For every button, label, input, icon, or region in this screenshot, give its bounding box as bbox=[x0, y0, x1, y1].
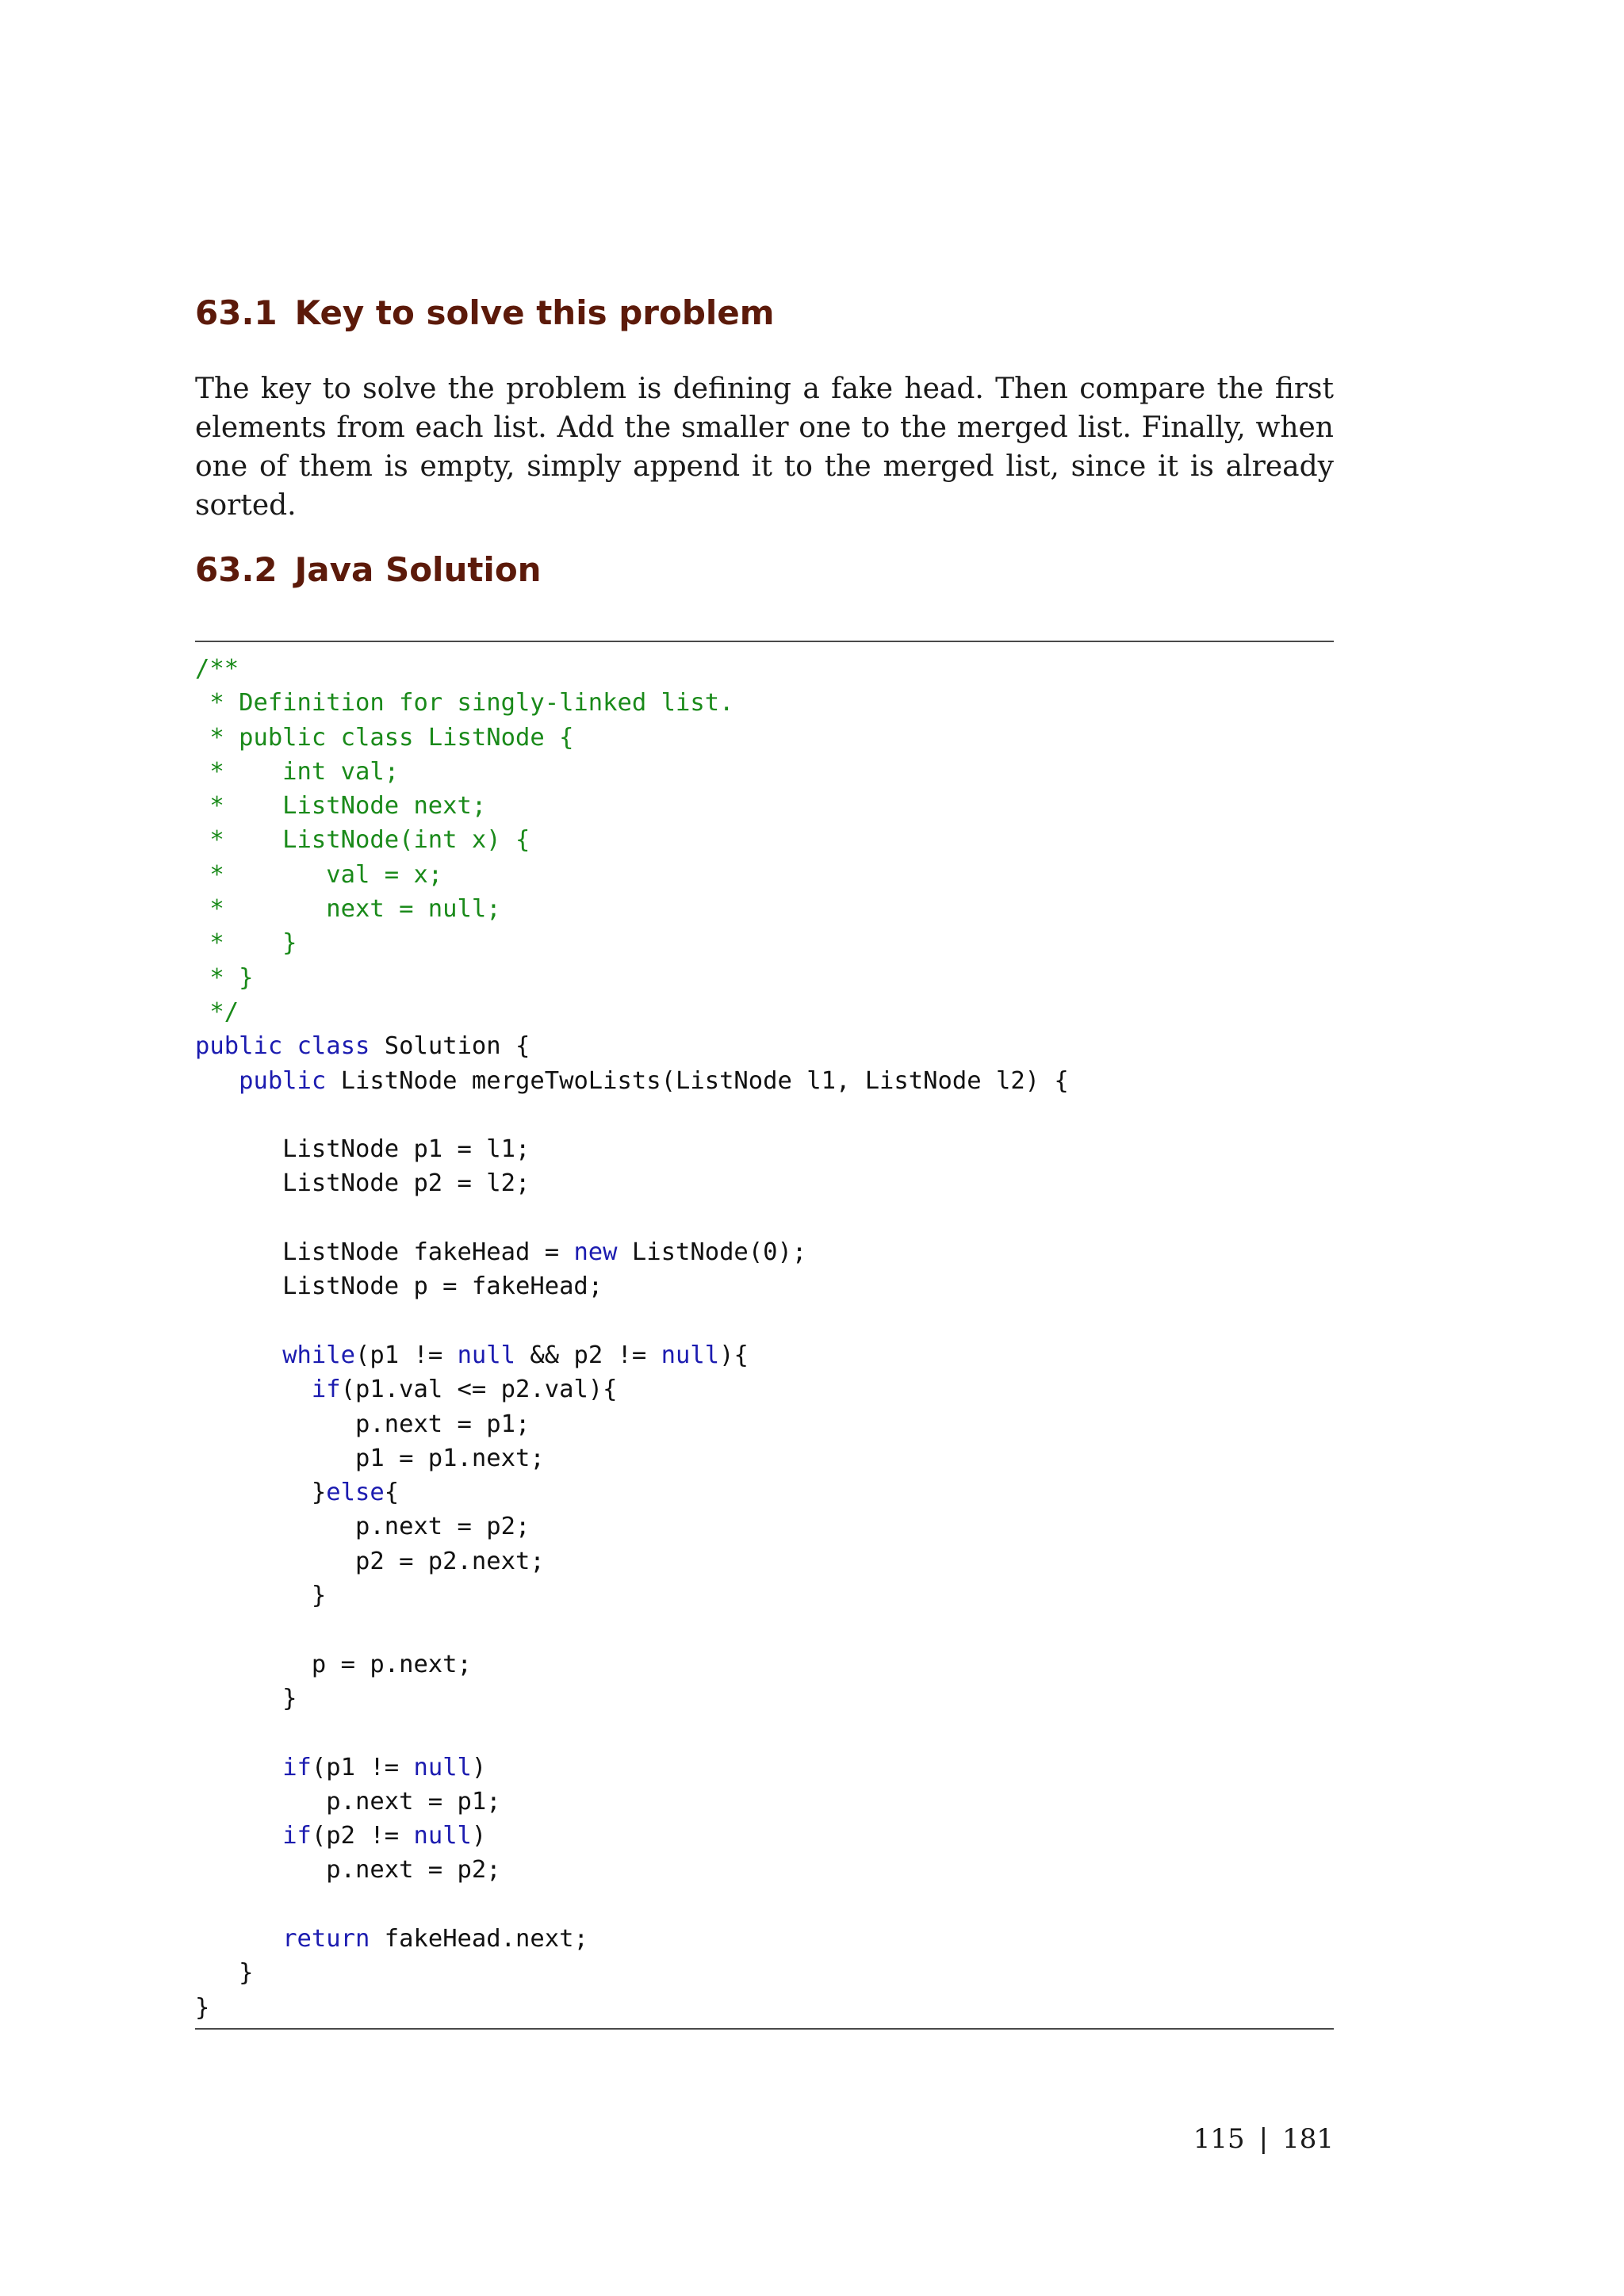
code-line bbox=[195, 1169, 530, 1197]
code-listing bbox=[195, 652, 1069, 2025]
page-number-footer bbox=[1193, 2123, 1334, 2155]
code-text: p = p.next; bbox=[195, 1650, 472, 1678]
code-line bbox=[195, 1341, 749, 1369]
code-text: } bbox=[195, 1479, 327, 1507]
code-text: ) bbox=[471, 1753, 487, 1781]
current-page-number: 115 bbox=[1193, 2123, 1245, 2155]
code-line bbox=[195, 1959, 253, 1987]
code-keyword: new bbox=[573, 1238, 618, 1267]
code-text bbox=[195, 1754, 282, 1781]
code-line bbox=[195, 1548, 545, 1575]
body-paragraph: The key to solve the problem is defining a fake head. Then compare the first elements from each list. Add the smaller one to the merged list. Finally, when one of them is empty, simply append it to the merged list, since it is already sorted. bbox=[195, 373, 1334, 522]
code-text: && p2 != bbox=[515, 1341, 661, 1369]
code-keyword: else bbox=[326, 1479, 385, 1507]
section-heading-java-solution bbox=[195, 550, 542, 589]
code-line bbox=[195, 1238, 806, 1266]
code-text: (p1 != bbox=[355, 1341, 458, 1369]
code-line bbox=[195, 1513, 530, 1540]
code-text: ListNode mergeTwoLists(ListNode l1, ListNode l2) { bbox=[326, 1066, 1069, 1095]
page-separator: | bbox=[1258, 2123, 1269, 2155]
code-comment: * } bbox=[195, 963, 254, 992]
code-line bbox=[195, 826, 530, 854]
code-text: (p1.val <= p2.val){ bbox=[340, 1376, 618, 1404]
code-line bbox=[195, 895, 501, 923]
code-text: ){ bbox=[719, 1341, 749, 1369]
code-text: } bbox=[195, 1993, 210, 2022]
code-text: fakeHead.next; bbox=[370, 1924, 588, 1953]
code-text: } bbox=[195, 1684, 297, 1712]
code-text: ListNode(0); bbox=[617, 1238, 807, 1267]
code-line bbox=[195, 724, 573, 752]
code-text: p.next = p2; bbox=[195, 1856, 501, 1885]
code-line bbox=[195, 655, 239, 683]
code-text bbox=[195, 1341, 282, 1369]
code-comment: /** bbox=[195, 655, 239, 683]
code-text: ListNode fakeHead = bbox=[195, 1238, 574, 1267]
code-comment: */ bbox=[195, 997, 239, 1026]
code-text bbox=[195, 1376, 312, 1403]
code-text: } bbox=[195, 1582, 327, 1610]
code-keyword: public bbox=[195, 1032, 283, 1061]
section-number: 63.2 bbox=[195, 550, 278, 589]
code-text: Solution { bbox=[370, 1032, 530, 1061]
code-line bbox=[195, 758, 399, 786]
code-comment: * next = null; bbox=[195, 895, 501, 924]
code-line bbox=[195, 1067, 1069, 1095]
code-line bbox=[195, 1925, 588, 1953]
code-keyword: null bbox=[413, 1753, 472, 1781]
code-text: p1 = p1.next; bbox=[195, 1444, 545, 1472]
code-text: ) bbox=[471, 1822, 487, 1850]
code-line bbox=[195, 998, 239, 1026]
code-text: } bbox=[195, 1959, 254, 1988]
code-keyword: if bbox=[282, 1822, 312, 1850]
section-heading-key bbox=[195, 293, 775, 332]
code-line bbox=[195, 1135, 530, 1163]
code-line bbox=[195, 929, 297, 957]
code-line bbox=[195, 1685, 297, 1712]
code-keyword: null bbox=[457, 1341, 516, 1369]
section-number: 63.1 bbox=[195, 293, 278, 332]
code-line bbox=[195, 792, 486, 820]
code-keyword: class bbox=[297, 1032, 370, 1061]
code-comment: * ListNode(int x) { bbox=[195, 826, 530, 855]
section-title: Java Solution bbox=[294, 550, 542, 589]
code-text: ListNode p1 = l1; bbox=[195, 1135, 530, 1164]
code-comment: * } bbox=[195, 929, 297, 958]
code-line bbox=[195, 1445, 545, 1472]
code-comment: * ListNode next; bbox=[195, 792, 487, 821]
code-line bbox=[195, 1994, 209, 2022]
code-keyword: return bbox=[282, 1924, 370, 1953]
code-text bbox=[195, 1925, 282, 1953]
code-line bbox=[195, 1582, 326, 1609]
code-text bbox=[195, 1822, 282, 1850]
code-line bbox=[195, 861, 442, 889]
section-title: Key to solve this problem bbox=[294, 293, 775, 332]
code-text: (p1 != bbox=[311, 1753, 414, 1781]
code-comment: * public class ListNode { bbox=[195, 723, 574, 752]
code-text: ListNode p = fakeHead; bbox=[195, 1272, 603, 1301]
code-text bbox=[282, 1032, 297, 1060]
code-line bbox=[195, 1822, 486, 1850]
code-line bbox=[195, 1651, 472, 1678]
code-keyword: if bbox=[282, 1753, 312, 1781]
code-bottom-rule bbox=[195, 2028, 1334, 2030]
code-keyword: null bbox=[413, 1822, 472, 1850]
code-line bbox=[195, 1032, 530, 1060]
code-line bbox=[195, 1272, 603, 1300]
code-line bbox=[195, 1856, 501, 1884]
code-text: { bbox=[384, 1479, 400, 1507]
code-text bbox=[195, 1067, 239, 1095]
code-text: p.next = p1; bbox=[195, 1410, 530, 1438]
code-keyword: null bbox=[661, 1341, 720, 1369]
code-text: (p2 != bbox=[311, 1822, 414, 1850]
code-line bbox=[195, 1479, 399, 1506]
code-comment: * int val; bbox=[195, 757, 400, 786]
code-line bbox=[195, 1410, 530, 1438]
code-line bbox=[195, 689, 733, 717]
code-keyword: public bbox=[239, 1066, 327, 1095]
code-text: p.next = p2; bbox=[195, 1513, 530, 1541]
code-keyword: if bbox=[311, 1376, 341, 1404]
total-page-count: 181 bbox=[1282, 2123, 1334, 2155]
code-text: p2 = p2.next; bbox=[195, 1547, 545, 1575]
code-text: p.next = p1; bbox=[195, 1787, 501, 1816]
code-comment: * val = x; bbox=[195, 860, 443, 889]
code-line bbox=[195, 1788, 501, 1816]
code-text: ListNode p2 = l2; bbox=[195, 1169, 530, 1198]
code-top-rule bbox=[195, 641, 1334, 642]
code-line bbox=[195, 964, 253, 992]
code-line bbox=[195, 1376, 618, 1403]
code-keyword: while bbox=[282, 1341, 356, 1369]
code-comment: * Definition for singly-linked list. bbox=[195, 689, 734, 718]
code-line bbox=[195, 1754, 486, 1781]
